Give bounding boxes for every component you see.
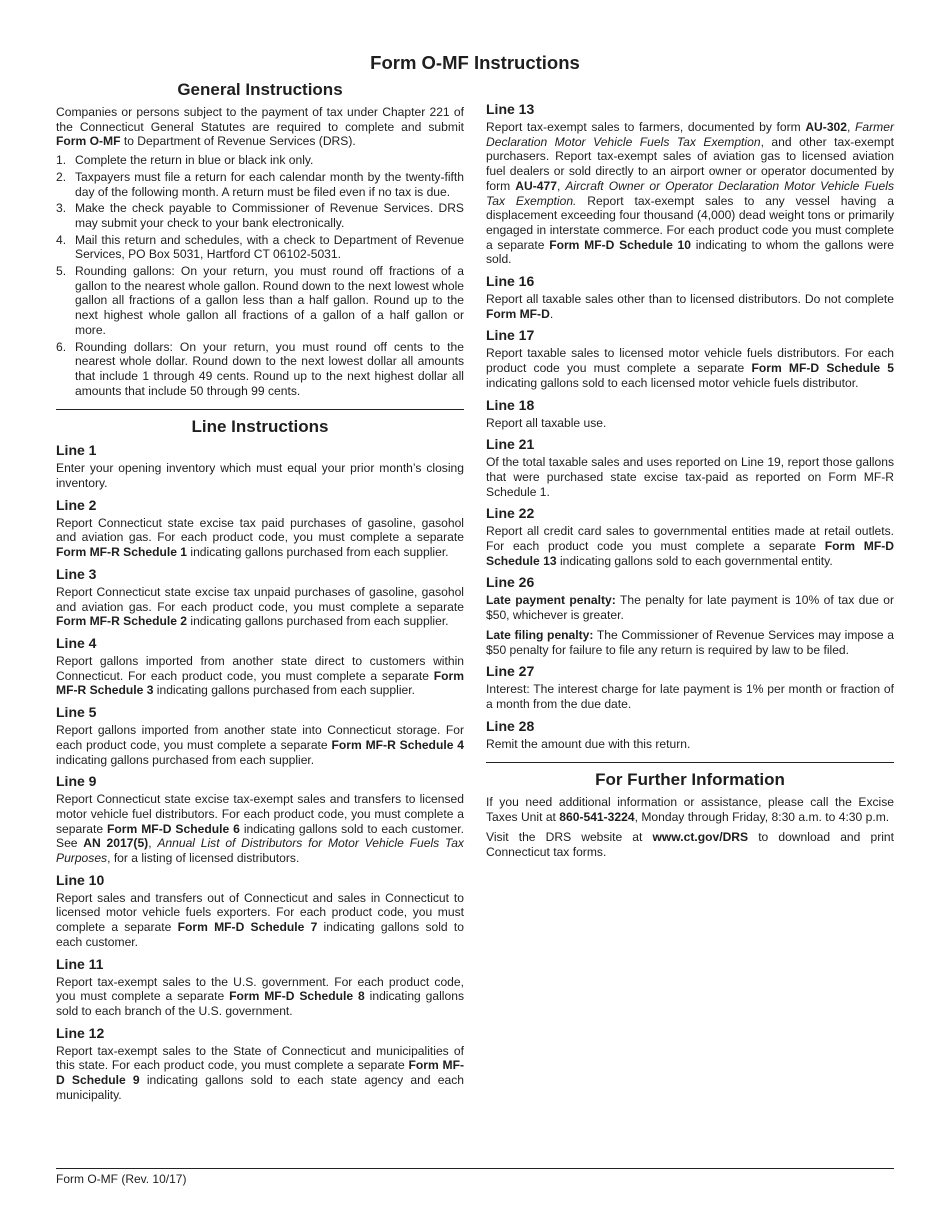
line-21-text: Of the total taxable sales and uses reported on Line 19, report those gallons that were purchased state excise tax-paid as reported on Form MF-R Schedule 1. [486,455,894,499]
further-info-website: Visit the DRS website at www.ct.gov/DRS to download and print Connecticut tax forms. [486,829,894,859]
list-item: 5. Rounding gallons: On your return, you must round off fractions of a gallon to the nearest whole gallon. Round down to the next lowest whole gallon all fractions of a gallon less than a half gallon. Round up to the next highest whole gallon all fractions of a gallon of a half gallon or more. [56,264,464,337]
line-4-heading: Line 4 [56,634,97,651]
list-item: 2. Taxpayers must file a return for each calendar month by the twenty-fifth day of the following month. A return must be filed even if no tax is due. [56,169,464,199]
line-9-heading: Line 9 [56,773,97,790]
line-9-text: Report Connecticut state excise tax-exempt sales and transfers to licensed motor vehicle fuel distributors. For each product code, you must complete a separate Form MF-D Schedule 6 indicating gallons sold to each customer. See AN 2017(5), Annual List of Distributors for Motor Vehicle Fuels Tax Purposes, for a listing of licensed distributors. [56,792,464,866]
general-instructions-list [56,153,464,398]
line-22-heading: Line 22 [486,505,535,522]
line-instructions-heading: Line Instructions [191,417,329,437]
line-17-text: Report taxable sales to licensed motor vehicle fuels distributors. For each product code you must complete a separate Form MF-D Schedule 5 indicating gallons sold to each licensed motor vehicle fuels distributor. [486,346,895,390]
line-27-text: Interest: The interest charge for late payment is 1% per month or fraction of a month from the due date. [486,682,894,711]
line-2-text: Report Connecticut state excise tax paid purchases of gasoline, gasohol and aviation gas. For each product code, you must complete a separate Form MF-R Schedule 1 indicating gallons purchased from each supplier. [56,515,464,560]
line-26-late-payment: Late payment penalty: The penalty for late payment is 10% of tax due or $50, whichever is greater. [486,593,895,623]
general-intro: Companies or persons subject to the payment of tax under Chapter 221 of the Connecticut General Statutes are required to complete and submit Form O-MF to Department of Revenue Services (DRS). [56,105,464,149]
page-title: Form O-MF Instructions [370,52,580,73]
line-4-text: Report gallons imported from another state direct to customers within Connecticut. For each product code, you must complete a separate Form MF-R Schedule 3 indicating gallons purchased from each supplier. [56,653,464,698]
list-item: 3. Make the check payable to Commissioner of Revenue Services. DRS may submit your check to your bank electronically. [56,201,464,230]
line-5-heading: Line 5 [56,704,97,721]
line-26-late-filing: Late filing penalty: The Commissioner of Revenue Services may impose a $50 penalty for failure to file any return is required by law to be filed. [486,627,894,657]
list-item: 6. Rounding dollars: On your return, you must round off cents to the nearest whole dollar. Round down to the next lowest dollar all amounts that include 1 through 49 cents. Round up to the next highest dollar all amounts that include 50 through 99 cents. [56,339,464,398]
line-28-heading: Line 28 [486,717,535,734]
line-1-heading: Line 1 [56,442,97,459]
line-10-text: Report sales and transfers out of Connecticut and sales in Connecticut to licensed motor vehicle fuels exporters. For each product code, you must complete a separate Form MF-D Schedule 7 indicating gallons sold to each customer. [56,890,464,949]
line-5-text: Report gallons imported from another state into Connecticut storage. For each product code, you must complete a separate Form MF-R Schedule 4 indicating gallons purchased from each supplier. [56,723,464,767]
list-item: 1. Complete the return in blue or black ink only. [56,153,314,168]
form-revision-footer: Form O-MF (Rev. 10/17) [56,1172,187,1186]
line-28-text: Remit the amount due with this return. [486,736,691,751]
line-12-text: Report tax-exempt sales to the State of Connecticut and municipalities of this state. For each product code, you must complete a separate Form MF-D Schedule 9 indicating gallons sold to each state agency and each municipality. [56,1043,464,1102]
line-11-text: Report tax-exempt sales to the U.S. government. For each product code, you must complete a separate Form MF-D Schedule 8 indicating gallons sold to each branch of the U.S. government. [56,974,464,1018]
footer-divider [56,1168,894,1169]
line-1-text: Enter your opening inventory which must equal your prior month’s closing inventory. [56,461,464,491]
line-2-heading: Line 2 [56,496,97,513]
line-17-heading: Line 17 [486,327,535,344]
line-21-heading: Line 21 [486,436,535,453]
left-column [56,80,464,1102]
line-18-heading: Line 18 [486,396,535,413]
section-divider [486,762,894,763]
further-info-phone: If you need additional information or assistance, please call the Excise Taxes Unit at 860-541-3224, Monday through Friday, 8:30 a.m. to 4:30 p.m. [486,795,894,825]
general-instructions-heading: General Instructions [177,80,343,99]
list-item: 4. Mail this return and schedules, with a check to Department of Revenue Services, PO Box 5031, Hartford CT 06102-5031. [56,232,464,262]
line-3-text: Report Connecticut state excise tax unpaid purchases of gasoline, gasohol and aviation gas. For each product code, you must complete a separate Form MF-R Schedule 2 indicating gallons purchased from each supplier. [56,584,464,629]
line-13-heading: Line 13 [486,101,535,117]
further-info-heading: For Further Information [595,770,785,790]
section-divider [56,409,464,410]
line-16-heading: Line 16 [486,273,535,290]
line-12-heading: Line 12 [56,1024,105,1041]
line-3-heading: Line 3 [56,565,97,582]
line-27-heading: Line 27 [486,663,535,680]
line-18-text: Report all taxable use. [486,415,607,430]
line-13-text: Report tax-exempt sales to farmers, documented by form AU-302, Farmer Declaration Motor Vehicle Fuels Tax Exemption, and other tax-exempt purchasers. Report tax-exempt sales of aviation gas to licensed aviation fuel dealers or sold directly to an airport owner or operator documented by form AU-477, Aircraft Owner or Operator Declaration Motor Vehicle Fuels Tax Exemption. Report tax-exempt sales to any vessel having a displacement exceeding four thousand (4,000) dead weight tons or primarily engaged in interstate commerce. For each product code you must complete a separate Form MF-D Schedule 10 indicating to whom the gallons were sold. [486,120,895,267]
line-16-text: Report all taxable sales other than to licensed distributors. Do not complete Form MF-D. [486,292,894,321]
line-11-heading: Line 11 [56,955,104,972]
right-column [486,101,894,859]
line-10-heading: Line 10 [56,871,105,888]
drs-website-link[interactable]: www.ct.gov/DRS [652,829,749,844]
line-22-text: Report all credit card sales to governmental entities made at retail outlets. For each product code you must complete a separate Form MF-D Schedule 13 indicating gallons sold to each governmental entity. [486,524,894,568]
line-26-heading: Line 26 [486,574,535,591]
